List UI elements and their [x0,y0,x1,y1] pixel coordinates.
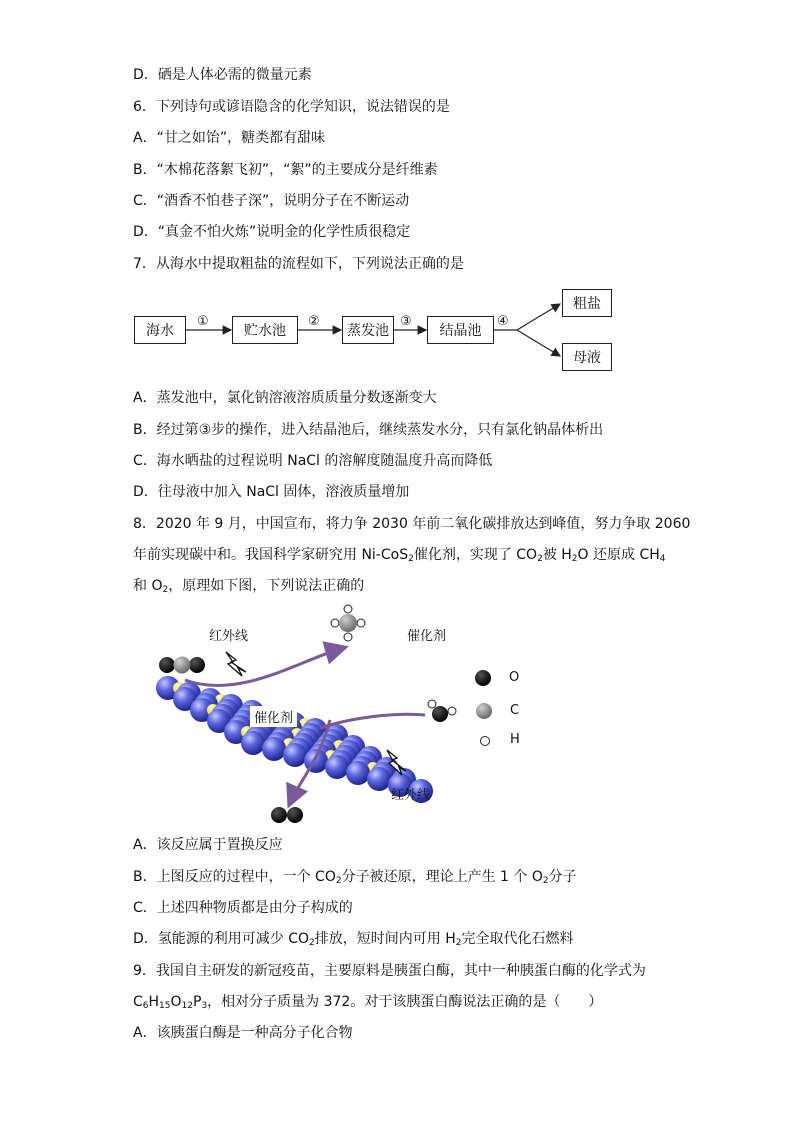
flow-node-evaporation-pool: 蒸发池 [342,316,394,344]
q8-stem-line3: 和 $O_2$，原理如下图，下列说法正确的 [133,578,365,595]
catalyst-metal-atom [325,755,349,779]
infrared-label-top: 红外线 [209,629,249,644]
catalyst-metal-atom [346,761,370,785]
catalyst-metal-atom [262,737,286,761]
catalyst-metal-atom [367,767,391,791]
q9-stem-line1: 9．我国自主研发的新冠疫苗，主要原料是胰蛋白酶，其中一种胰蛋白酶的化学式为 [133,963,646,979]
flow-step-3: ③ [400,314,412,329]
q8-option-c: C．上述四种物质都是由分子构成的 [133,900,353,916]
q7-option-a: A．蒸发池中，氯化钠溶液溶质质量分数逐渐变大 [133,390,437,406]
q8-option-d: D．氢能源的利用可减少 $CO_2$排放，短时间内可用 $H_2$完全取代化石燃料 [133,931,574,948]
ch4-molecule [331,605,365,641]
q7-option-d: D．往母液中加入 NaCl 固体，溶液质量增加 [133,484,410,500]
legend-oxygen-atom [475,670,491,686]
catalyst-metal-atom [283,743,307,767]
co2-molecule [159,657,205,674]
q8-option-a: A．该反应属于置换反应 [133,837,283,853]
legend-carbon-atom [476,703,492,719]
q6-option-a: A．“甘之如饴”，糖类都有甜味 [133,130,326,146]
q8-stem-line1: 8．2020 年 9 月，中国宣布，将力争 2030 年前二氧化碳排放达到峰值，努力争取 2060 [133,516,691,532]
q9-option-a: A．该胰蛋白酶是一种高分子化合物 [133,1025,353,1041]
flow-node-seawater: 海水 [134,316,186,344]
o2-molecule [271,807,303,823]
flow-step-4: ④ [497,314,509,329]
legend-label-c: C [510,703,520,718]
q6-stem: 6．下列诗句或谚语隐含的化学知识，说法错误的是 [133,99,450,115]
flow-node-storage-pool: 贮水池 [232,316,298,344]
infrared-label-bottom: 红外线 [391,788,431,803]
flow-step-2: ② [308,314,320,329]
legend-hydrogen-atom [481,737,490,746]
lightning-icon-top [226,652,246,676]
q6-option-b: B．“木棉花落絮飞初”，“絮”的主要成分是纤维素 [133,162,438,178]
q9-stem-line2: $C_6H_{15}O_{12}P_3$，相对分子质量为 372。对于该胰蛋白酶说法正确的是（ ） [133,994,603,1011]
q7-stem: 7．从海水中提取粗盐的流程如下，下列说法正确的是 [133,256,464,272]
legend-label-h: H [510,732,520,747]
flow-node-crude-salt: 粗盐 [562,289,612,317]
flow-node-crystallization-pool: 结晶池 [427,316,494,344]
q6-option-d: D．“真金不怕火炼”说明金的化学性质很稳定 [133,224,411,240]
q8-option-b: B．上图反应的过程中，一个 $CO_2$分子被还原，理论上产生 1 个 $O_2$分子 [133,869,577,886]
catalyst-label-center: 催化剂 [250,706,297,727]
flow-node-mother-liquor: 母液 [562,343,612,371]
q5-option-d: D．硒是人体必需的微量元素 [133,67,312,83]
q6-option-c: C．“酒香不怕巷子深”，说明分子在不断运动 [133,193,410,209]
legend-label-o: O [509,670,520,685]
h2o-molecule [428,700,456,722]
flow-step-1: ① [197,314,209,329]
q7-option-c: C．海水晒盐的过程说明 NaCl 的溶解度随温度升高而降低 [133,453,493,469]
catalyst-metal-atom [241,731,265,755]
catalyst-label-top: 催化剂 [407,629,447,644]
q8-stem-line2: 年前实现碳中和。我国科学家研究用 Ni-CoS$_2$催化剂，实现了 $CO_2$被 $H_2O$ 还原成 $CH_4$ [133,547,666,564]
q7-option-b: B．经过第③步的操作，进入结晶池后，继续蒸发水分，只有氯化钠晶体析出 [133,422,604,438]
reaction-arrow-ch4 [185,648,343,686]
